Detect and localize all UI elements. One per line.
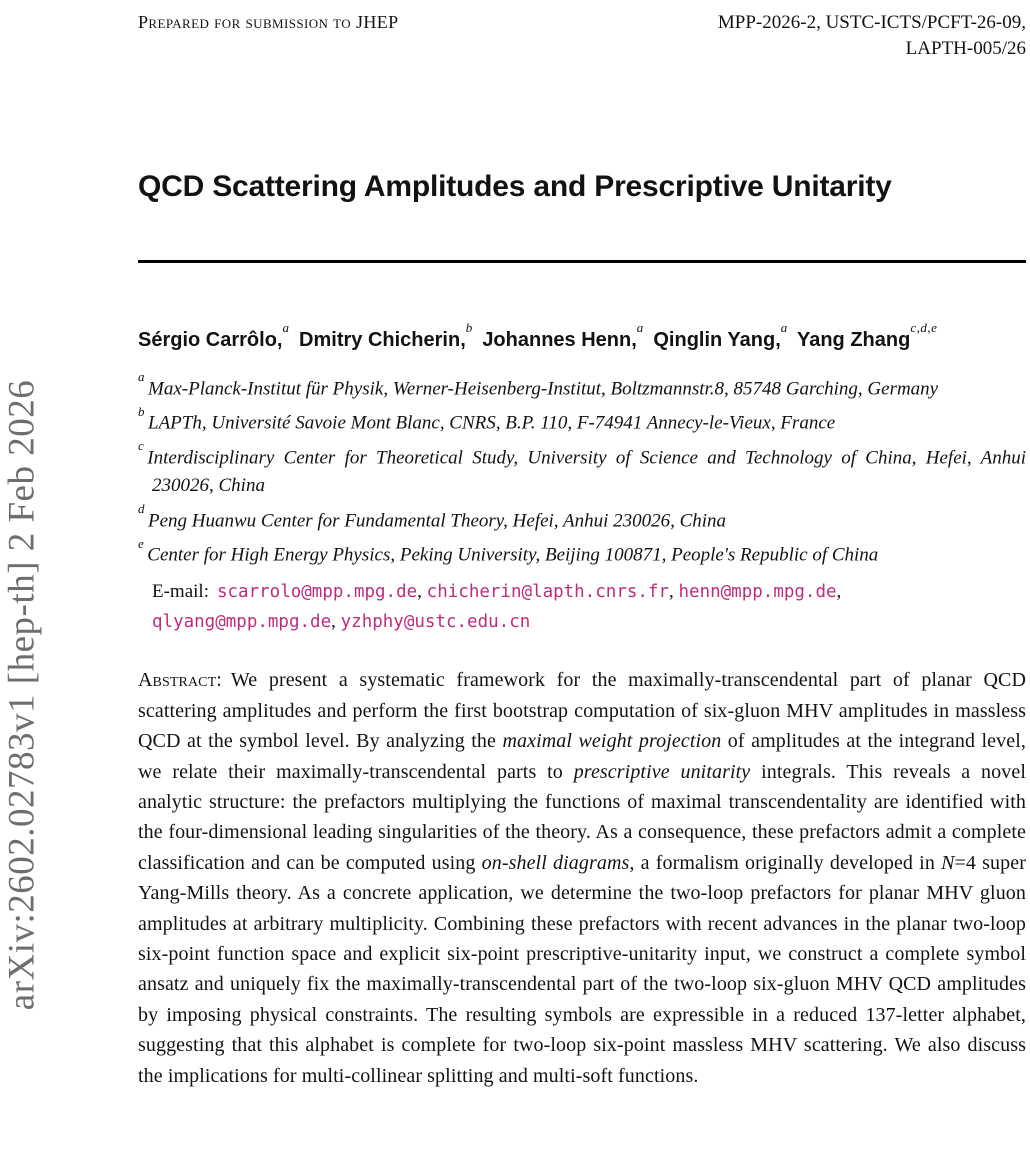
email-block: [138, 577, 1026, 637]
abstract-text-segment: integrals. This reveals a novel analytic structure: the prefactors multiplying the functions of maximal transcendentality are identified with the four-dimensional leading singularities of the theory. As a consequence, these prefactors admit a complete classification and can be computed using: [138, 760, 1026, 874]
affiliation-list: [138, 369, 1026, 570]
report-number-line1: MPP-2026-2, USTC-ICTS/PCFT-26-09,: [717, 12, 1026, 33]
author-affiliation-mark: a: [282, 320, 290, 336]
abstract: [138, 665, 1026, 1091]
author: [138, 320, 290, 351]
author-name: Dmitry Chicherin,: [299, 328, 466, 351]
email-link[interactable]: qlyang@mpp.mpg.de: [152, 612, 332, 633]
title-rule: [138, 260, 1026, 263]
email-link[interactable]: yzhphy@ustc.edu.cn: [340, 612, 531, 633]
report-number-line2: LAPTH-005/26: [905, 38, 1026, 59]
abstract-body: [138, 669, 1026, 1086]
header: [138, 10, 1026, 62]
email-label: E-mail:: [152, 581, 209, 603]
report-numbers: [718, 10, 1026, 62]
abstract-text-segment: =4 super Yang-Mills theory. As a concrete application, we determine the two-loop prefactors for planar MHV gluon amplitudes at arbitrary multiplicity. Combining these prefactors with recent advances in the planar two-loop six-point function space and explicit six-point prescriptive-unitarity input, we construct a complete symbol ansatz and uniquely fix the maximally-transcendental part of the two-loop six-gluon MHV QCD amplitudes by imposing physical constraints. The resulting symbols are expressible in a reduced 137-letter alphabet, suggesting that this alphabet is complete for two-loop six-point massless MHV scattering. We also discuss the implications for multi-collinear splitting and multi-soft functions.: [138, 851, 1026, 1087]
email-link[interactable]: scarrolo@mpp.mpg.de: [216, 582, 418, 603]
abstract-text-segment: prescriptive unitarity: [573, 760, 751, 783]
email-links: scarrolo@mpp.mpg.de, chicherin@lapth.cnrs.fr, henn@mpp.mpg.de, qlyang@mpp.mpg.de, yzhphy@ustc.edu.cn: [152, 581, 842, 633]
submission-note: Prepared for submission to JHEP: [138, 12, 399, 32]
author-name: Qinglin Yang,: [653, 328, 781, 351]
paper-title: QCD Scattering Amplitudes and Prescriptive Unitarity: [138, 170, 892, 203]
author-list: [138, 321, 1026, 353]
affiliation: $^d$Peng Huanwu Center for Fundamental Theory, Hefei, Anhui 230026, China: [138, 500, 727, 531]
author-affiliation-mark: c,d,e: [910, 320, 938, 336]
author-name: Johannes Henn,: [482, 328, 637, 351]
author: [482, 320, 644, 351]
abstract-label: Abstract:: [138, 669, 222, 692]
author: [653, 320, 788, 351]
email-link[interactable]: chicherin@lapth.cnrs.fr: [426, 582, 669, 603]
affiliation-mark: e: [138, 535, 145, 551]
arxiv-stamp: arXiv:2602.02783v1 [hep-th] 2 Feb 2026: [1, 379, 43, 1011]
abstract-text-segment: of amplitudes at the integrand level, we relate their maximally-transcendental parts to: [138, 730, 1026, 783]
abstract-text-segment: We present a systematic framework for the maximally-transcendental part of planar QCD scattering amplitudes and perform the first bootstrap computation of six-gluon MHV amplitudes in massless QCD at the symbol level. By analyzing the: [138, 669, 1026, 753]
abstract-text-segment: on-shell diagrams: [481, 851, 630, 874]
affiliation: $^b$LAPTh, Université Savoie Mont Blanc, CNRS, B.P. 110, F-74941 Annecy-le-Vieux, France: [138, 403, 836, 434]
abstract-text-segment: maximal weight projection: [502, 730, 722, 753]
author-name: Sérgio Carrôlo,: [138, 328, 283, 351]
affiliation-mark: a: [138, 368, 145, 384]
abstract-text-segment: , a formalism originally developed in: [629, 851, 942, 874]
affiliation: $^c$Interdisciplinary Center for Theoretical Study, University of Science and Technology of China, Hefei, Anhui 230026, China: [138, 438, 1026, 497]
affiliation-mark: c: [138, 438, 145, 454]
author-name: Yang Zhang: [796, 328, 911, 351]
author: [796, 320, 938, 351]
affiliation-mark: d: [138, 500, 145, 516]
affiliation-mark: b: [138, 403, 145, 419]
affiliation: $^e$Center for High Energy Physics, Peking University, Beijing 100871, People's Republic of China: [138, 535, 879, 566]
author-affiliation-mark: b: [465, 320, 473, 336]
author-affiliation-mark: a: [780, 320, 788, 336]
author: [299, 320, 473, 351]
abstract-text-segment: N: [941, 851, 955, 874]
email-link[interactable]: henn@mpp.mpg.de: [678, 582, 837, 603]
affiliation: $^a$Max-Planck-Institut für Physik, Werner-Heisenberg-Institut, Boltzmannstr.8, 85748 Garching, Germany: [138, 368, 939, 399]
author-affiliation-mark: a: [636, 320, 644, 336]
